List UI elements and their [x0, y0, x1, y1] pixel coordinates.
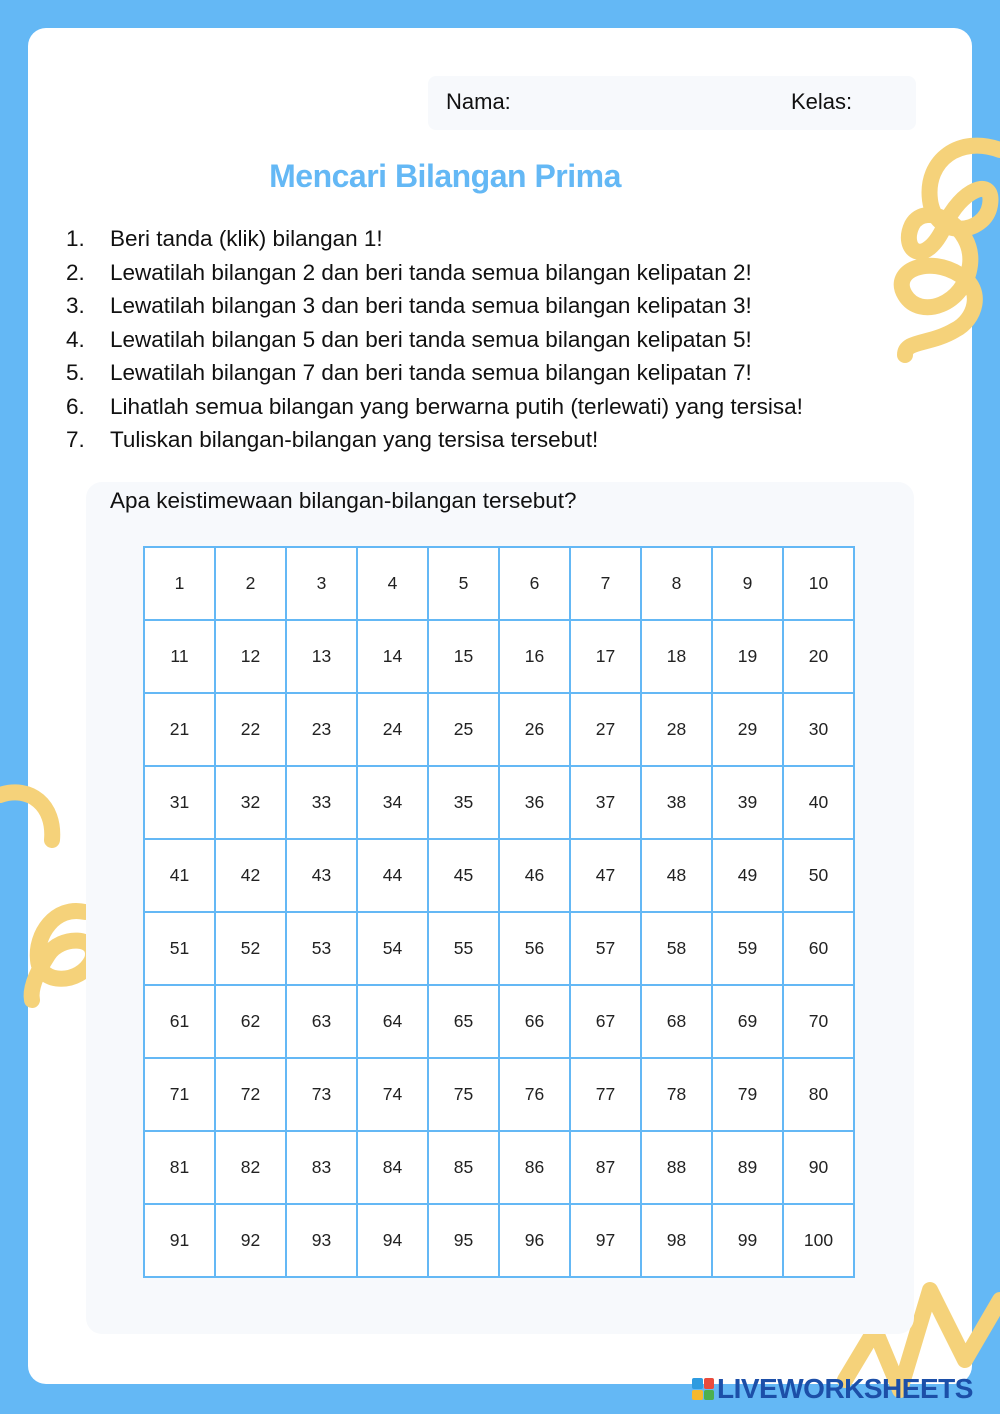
number-cell[interactable]: 42	[215, 839, 286, 912]
number-cell[interactable]: 5	[428, 547, 499, 620]
number-cell[interactable]: 7	[570, 547, 641, 620]
number-cell[interactable]: 75	[428, 1058, 499, 1131]
number-cell[interactable]: 11	[144, 620, 215, 693]
instruction-item	[66, 293, 803, 327]
number-cell[interactable]: 79	[712, 1058, 783, 1131]
number-cell[interactable]: 41	[144, 839, 215, 912]
number-cell[interactable]: 97	[570, 1204, 641, 1277]
number-cell[interactable]: 76	[499, 1058, 570, 1131]
grid-row	[144, 985, 854, 1058]
number-cell[interactable]: 93	[286, 1204, 357, 1277]
number-cell[interactable]: 32	[215, 766, 286, 839]
grid-row	[144, 1131, 854, 1204]
instruction-item	[66, 226, 803, 260]
number-cell[interactable]: 14	[357, 620, 428, 693]
number-cell[interactable]: 6	[499, 547, 570, 620]
number-cell[interactable]: 52	[215, 912, 286, 985]
instruction-item	[66, 427, 803, 461]
number-cell[interactable]: 83	[286, 1131, 357, 1204]
grid-row	[144, 620, 854, 693]
number-cell[interactable]: 26	[499, 693, 570, 766]
number-grid	[143, 546, 855, 1278]
number-cell[interactable]: 73	[286, 1058, 357, 1131]
number-cell[interactable]: 20	[783, 620, 854, 693]
number-cell[interactable]: 37	[570, 766, 641, 839]
number-cell[interactable]: 95	[428, 1204, 499, 1277]
number-cell[interactable]: 68	[641, 985, 712, 1058]
number-cell[interactable]: 81	[144, 1131, 215, 1204]
logo-text: LIVEWORKSHEETS	[717, 1373, 973, 1404]
number-cell[interactable]: 80	[783, 1058, 854, 1131]
number-cell[interactable]: 24	[357, 693, 428, 766]
number-cell[interactable]: 18	[641, 620, 712, 693]
number-cell[interactable]: 39	[712, 766, 783, 839]
number-cell[interactable]: 12	[215, 620, 286, 693]
instruction-text: Lihatlah semua bilangan yang berwarna putih (terlewati) yang tersisa!	[110, 393, 803, 419]
number-cell[interactable]: 33	[286, 766, 357, 839]
instruction-number: 2.	[66, 259, 85, 285]
number-cell[interactable]: 62	[215, 985, 286, 1058]
number-cell[interactable]: 60	[783, 912, 854, 985]
number-cell[interactable]: 77	[570, 1058, 641, 1131]
number-cell[interactable]: 65	[428, 985, 499, 1058]
number-cell[interactable]: 10	[783, 547, 854, 620]
number-cell[interactable]: 15	[428, 620, 499, 693]
number-cell[interactable]: 82	[215, 1131, 286, 1204]
number-cell[interactable]: 63	[286, 985, 357, 1058]
class-label: Kelas:	[791, 89, 853, 114]
number-cell[interactable]: 1	[144, 547, 215, 620]
instruction-text: Beri tanda (klik) bilangan 1!	[110, 226, 383, 251]
number-cell[interactable]: 85	[428, 1131, 499, 1204]
number-cell[interactable]: 45	[428, 839, 499, 912]
number-cell[interactable]: 25	[428, 693, 499, 766]
logo-mark-icon	[692, 1378, 714, 1400]
number-cell[interactable]: 31	[144, 766, 215, 839]
number-cell[interactable]: 64	[357, 985, 428, 1058]
grid-row	[144, 839, 854, 912]
number-cell[interactable]: 54	[357, 912, 428, 985]
number-cell[interactable]: 3	[286, 547, 357, 620]
number-cell[interactable]: 36	[499, 766, 570, 839]
instruction-text: Tuliskan bilangan-bilangan yang tersisa tersebut!	[110, 427, 599, 452]
grid-row	[144, 547, 854, 620]
number-cell[interactable]: 98	[641, 1204, 712, 1277]
number-cell[interactable]: 8	[641, 547, 712, 620]
number-cell[interactable]: 87	[570, 1131, 641, 1204]
grid-row	[144, 1058, 854, 1131]
number-cell[interactable]: 59	[712, 912, 783, 985]
number-cell[interactable]: 19	[712, 620, 783, 693]
number-cell[interactable]: 17	[570, 620, 641, 693]
grid-row	[144, 1204, 854, 1277]
number-cell[interactable]: 94	[357, 1204, 428, 1277]
instruction-item	[66, 327, 803, 361]
number-cell[interactable]: 58	[641, 912, 712, 985]
number-cell[interactable]: 23	[286, 693, 357, 766]
number-cell[interactable]: 21	[144, 693, 215, 766]
number-cell[interactable]: 30	[783, 693, 854, 766]
number-cell[interactable]: 22	[215, 693, 286, 766]
number-cell[interactable]: 16	[499, 620, 570, 693]
number-cell[interactable]: 35	[428, 766, 499, 839]
grid-row	[144, 766, 854, 839]
number-cell[interactable]: 69	[712, 985, 783, 1058]
instruction-text: Lewatilah bilangan 3 dan beri tanda semua bilangan kelipatan 3!	[110, 293, 752, 318]
number-cell[interactable]: 66	[499, 985, 570, 1058]
number-cell[interactable]: 13	[286, 620, 357, 693]
number-cell[interactable]: 70	[783, 985, 854, 1058]
instruction-text: Lewatilah bilangan 5 dan beri tanda semua bilangan kelipatan 5!	[110, 326, 752, 352]
number-cell[interactable]: 43	[286, 839, 357, 912]
number-cell[interactable]: 67	[570, 985, 641, 1058]
instruction-text: Lewatilah bilangan 2 dan beri tanda semua bilangan kelipatan 2!	[110, 259, 752, 285]
number-cell[interactable]: 46	[499, 839, 570, 912]
name-label: Nama:	[446, 89, 511, 114]
number-cell[interactable]: 27	[570, 693, 641, 766]
number-cell[interactable]: 86	[499, 1131, 570, 1204]
liveworksheets-logo	[692, 1372, 973, 1406]
instruction-number: 4.	[66, 326, 85, 352]
number-cell[interactable]: 71	[144, 1058, 215, 1131]
number-cell[interactable]: 61	[144, 985, 215, 1058]
instruction-list	[66, 226, 803, 461]
number-cell[interactable]: 96	[499, 1204, 570, 1277]
number-cell[interactable]: 44	[357, 839, 428, 912]
number-cell[interactable]: 78	[641, 1058, 712, 1131]
number-cell[interactable]: 56	[499, 912, 570, 985]
grid-row	[144, 693, 854, 766]
number-cell[interactable]: 48	[641, 839, 712, 912]
number-cell[interactable]: 29	[712, 693, 783, 766]
number-cell[interactable]: 91	[144, 1204, 215, 1277]
instruction-number: 6.	[66, 393, 85, 419]
number-cell[interactable]: 50	[783, 839, 854, 912]
instruction-number: 3.	[66, 293, 85, 318]
number-cell[interactable]: 47	[570, 839, 641, 912]
number-cell[interactable]: 88	[641, 1131, 712, 1204]
question-text: Apa keistimewaan bilangan-bilangan tersebut?	[110, 488, 577, 513]
number-cell[interactable]: 84	[357, 1131, 428, 1204]
number-cell[interactable]: 38	[641, 766, 712, 839]
instruction-text: Lewatilah bilangan 7 dan beri tanda semua bilangan kelipatan 7!	[110, 360, 752, 385]
instruction-number: 1.	[66, 226, 85, 251]
instruction-item	[66, 260, 803, 294]
number-cell[interactable]: 57	[570, 912, 641, 985]
number-cell[interactable]: 9	[712, 547, 783, 620]
number-cell[interactable]: 34	[357, 766, 428, 839]
number-cell[interactable]: 92	[215, 1204, 286, 1277]
instruction-number: 7.	[66, 427, 85, 452]
number-cell[interactable]: 74	[357, 1058, 428, 1131]
number-cell[interactable]: 99	[712, 1204, 783, 1277]
instruction-item	[66, 360, 803, 394]
instruction-number: 5.	[66, 360, 85, 385]
grid-row	[144, 912, 854, 985]
number-cell[interactable]: 55	[428, 912, 499, 985]
number-cell[interactable]: 28	[641, 693, 712, 766]
number-cell[interactable]: 4	[357, 547, 428, 620]
number-cell[interactable]: 53	[286, 912, 357, 985]
page-title: Mencari Bilangan Prima	[269, 158, 621, 194]
number-cell[interactable]: 89	[712, 1131, 783, 1204]
number-cell[interactable]: 2	[215, 547, 286, 620]
number-cell[interactable]: 90	[783, 1131, 854, 1204]
number-cell[interactable]: 72	[215, 1058, 286, 1131]
instruction-item	[66, 394, 803, 428]
number-cell[interactable]: 51	[144, 912, 215, 985]
number-cell[interactable]: 49	[712, 839, 783, 912]
number-cell[interactable]: 100	[783, 1204, 854, 1277]
number-cell[interactable]: 40	[783, 766, 854, 839]
